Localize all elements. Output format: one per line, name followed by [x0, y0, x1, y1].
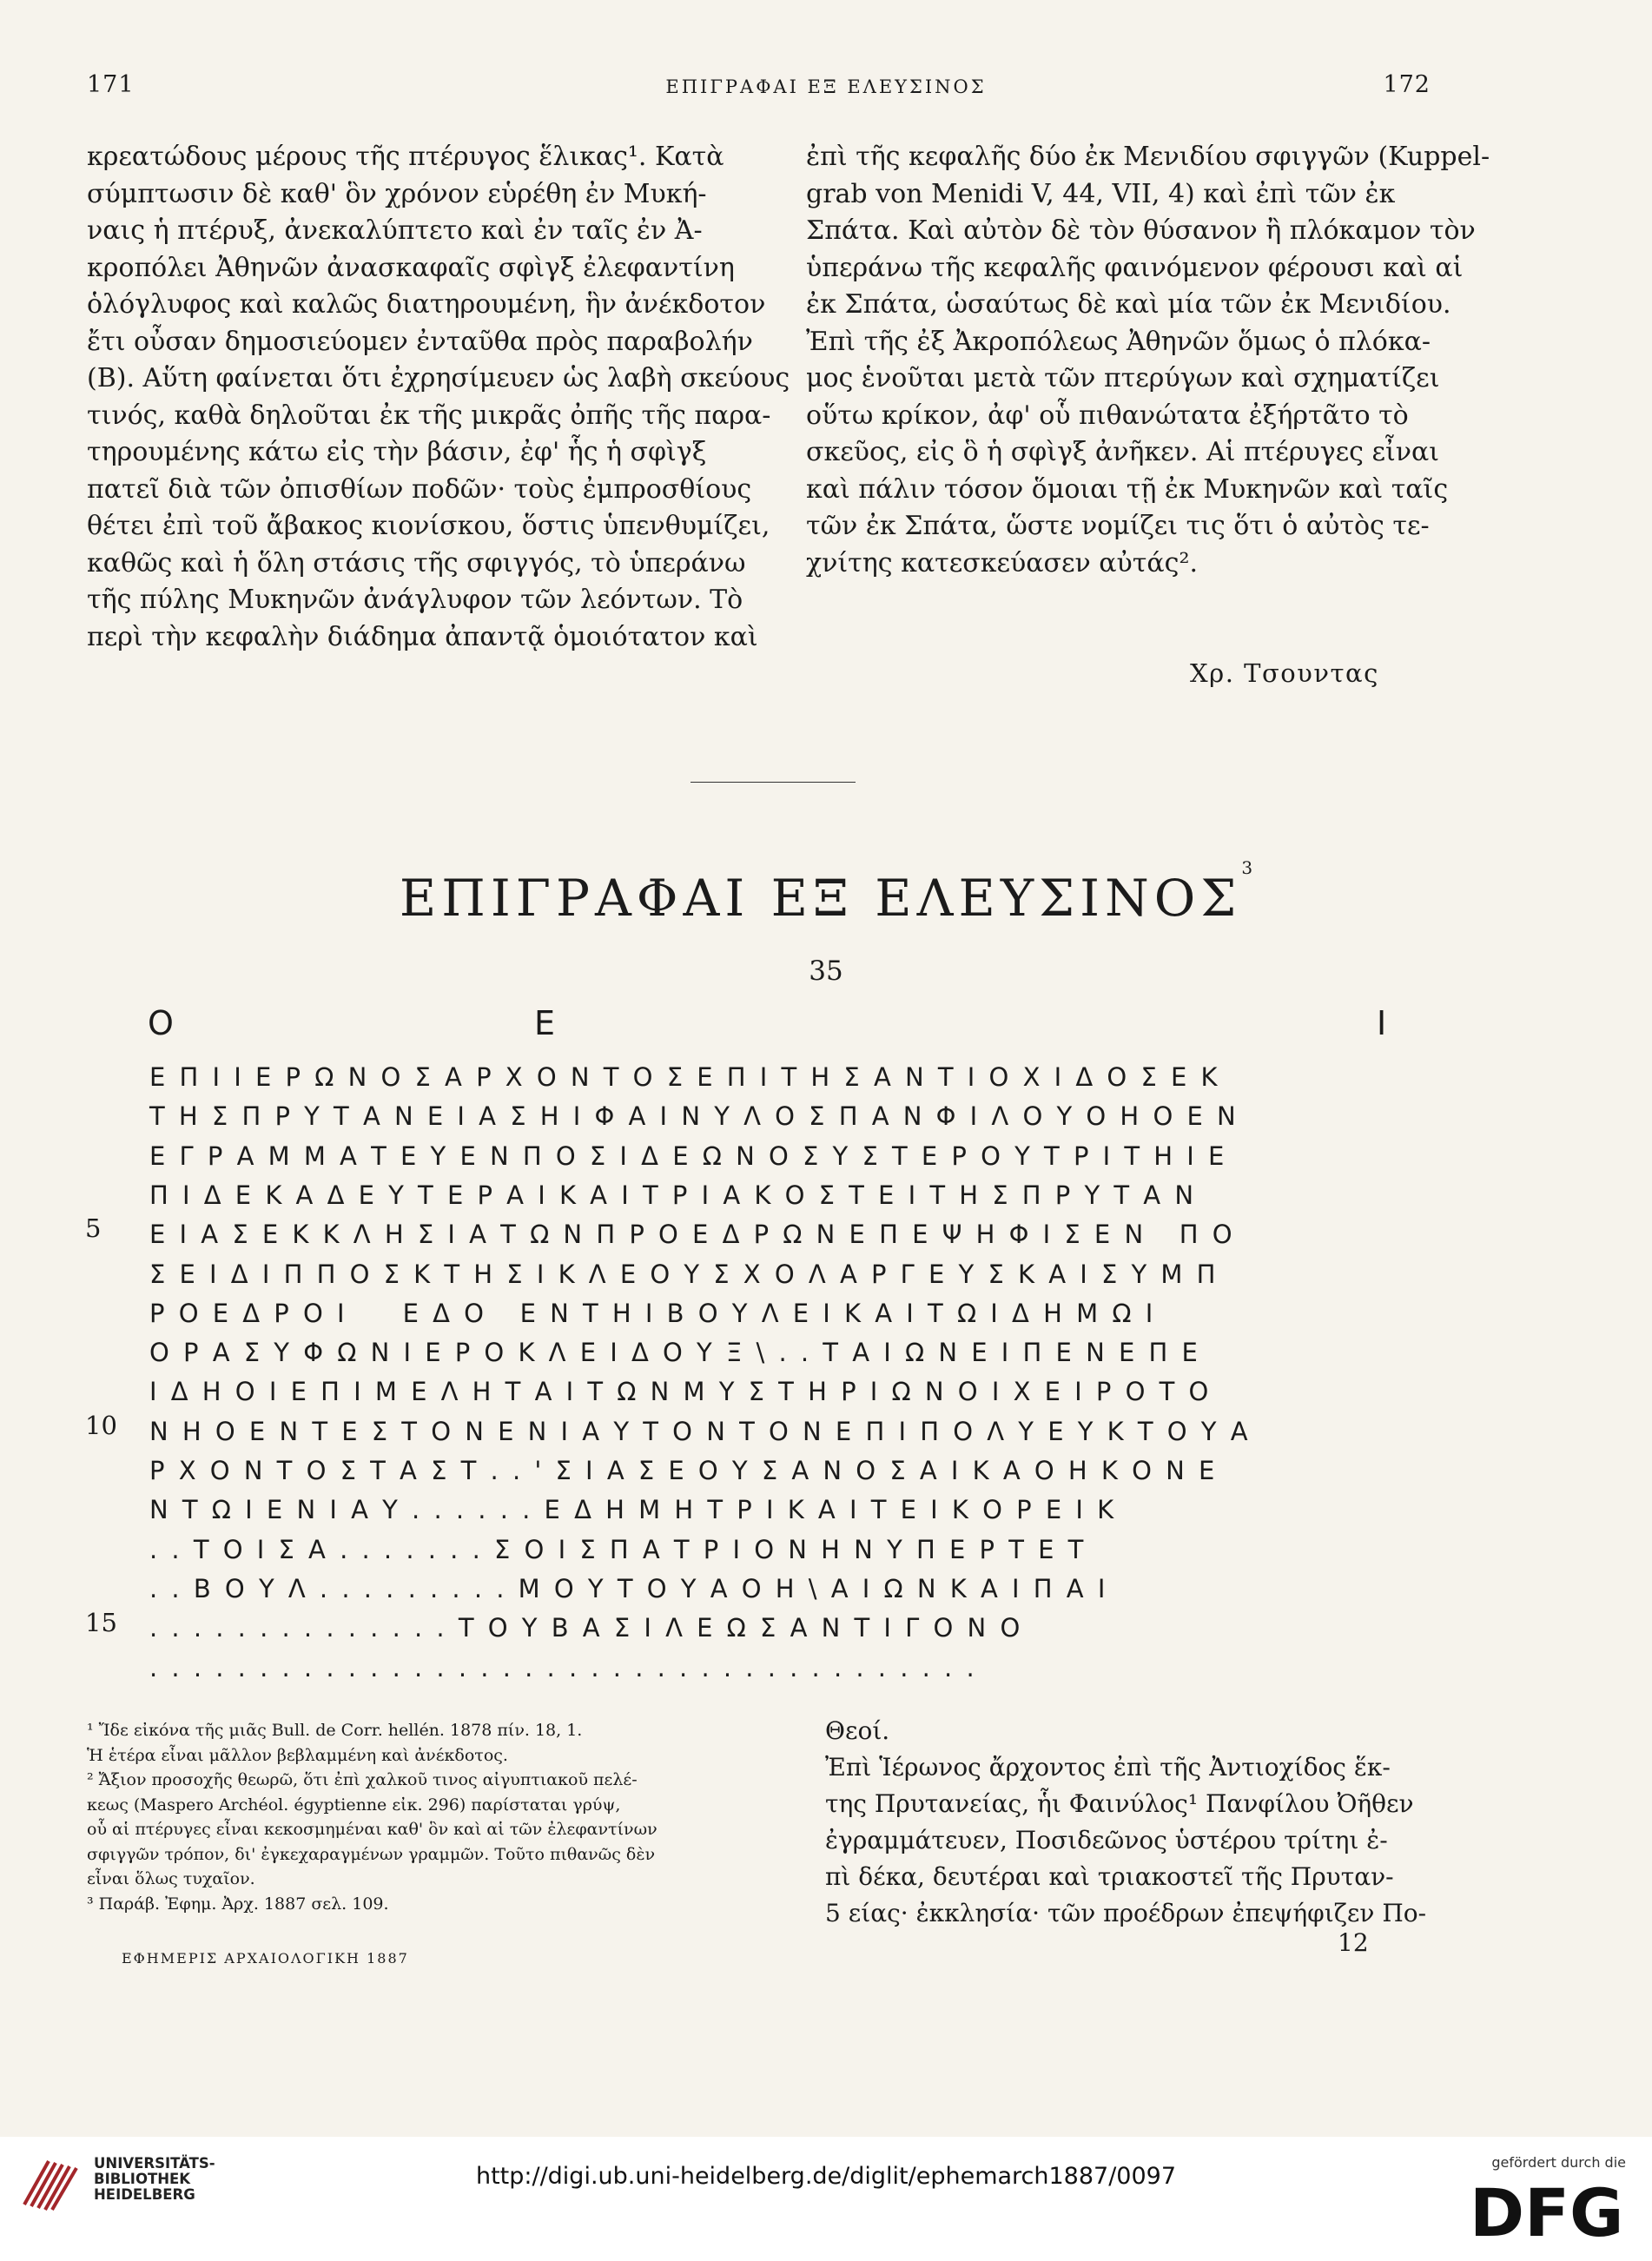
text-line: οὕτω κρίκον, ἀφ' οὗ πιθανώτατα ἐξήρτᾶτο τὸ — [806, 400, 1409, 431]
text-line: τηρουμένης κάτω εἰς τὴν βάσιν, ἐφ' ἧς ἡ σφὶγξ — [87, 437, 707, 467]
viewer-footer — [0, 2137, 1652, 2261]
transcription-line: Ἐπὶ Ἱέρωνος ἄρχοντος ἐπὶ τῆς Ἀντιοχίδος ἕκ- — [825, 1753, 1391, 1782]
text-line: κρεατώδους μέρους τῆς πτέρυγος ἕλικας¹. Κατὰ — [87, 142, 724, 172]
footnote-line: ¹ Ἴδε εἰκόνα τῆς μιᾶς Bull. de Corr. hellén. 1878 πίν. 18, 1. — [87, 1721, 583, 1740]
top-letter: Ι — [1377, 1004, 1387, 1042]
library-name-line: BIBLIOTHEK — [94, 2171, 191, 2187]
inscription-line: ...................................... — [149, 1652, 988, 1683]
inscription-line: ΝΗΟΕΝΤΕΣΤΟΝΕΝΙΑΥΤΟΝΤΟΝΕΠΙΠΟΛΥΕΥΚΤΟΥΑ — [149, 1416, 1262, 1446]
inscription-line: ΡΧΟΝΤΟΣΤΑΣΤ..'ΣΙΑΣΕΟΥΣΑΝΟΣΑΙΚΑΟΗΚΟΝΕ — [149, 1456, 1229, 1485]
text-line: τινός, καθὰ δηλοῦται ἐκ τῆς μικρᾶς ὀπῆς τῆς παρα- — [87, 400, 771, 431]
transcription-line: 5 είας· ἐκκλησία· τῶν προέδρων ἐπεψήφιζεν Πο- — [825, 1899, 1427, 1927]
text-line: τῆς πύλης Μυκηνῶν ἀνάγλυφον τῶν λεόντων. Τὸ — [87, 585, 743, 615]
text-line: (Β). Αὕτη φαίνεται ὅτι ἐχρησίμευεν ὡς λαβὴ σκεύους — [87, 363, 790, 393]
footnote-line: εἶναι ὅλως τυχαῖον. — [87, 1869, 255, 1888]
footnote-line: ³ Παράβ. Ἐφημ. Ἀρχ. 1887 σελ. 109. — [87, 1894, 389, 1914]
dfg-logo-text: DFG — [1470, 2174, 1624, 2245]
inscription-line: ΤΗΣΠΡΥΤΑΝΕΙΑΣΗΙΦΑΙΝΥΛΟΣΠΑΝΦΙΛΟΥΟΗΟΕΝ — [149, 1101, 1250, 1132]
section-title — [0, 856, 1652, 928]
text-line: ναις ἡ πτέρυξ, ἀνεκαλύπτετο καὶ ἐν ταῖς ἐν Ἀ- — [87, 215, 703, 246]
text-line: κροπόλει Ἀθηνῶν ἀνασκαφαῖς σφὶγξ ἐλεφαντίνη — [87, 252, 735, 283]
transcription-line: της Πρυτανείας, ἧι Φαινύλος¹ Πανφίλου Ὀῆθεν — [825, 1789, 1414, 1818]
inscription-line: ΕΙΑΣΕΚΚΛΗΣΙΑΤΩΝΠΡΟΕΔΡΩΝΕΠΕΨΗΦΙΣΕΝ ΠΟ — [149, 1220, 1246, 1250]
inscription-number: 35 — [809, 955, 843, 987]
transcription — [825, 1713, 1426, 1932]
text-line: ὑπεράνω τῆς κεφαλῆς φαινόμενον φέρουσι καὶ αἱ — [806, 252, 1464, 283]
footnotes — [87, 1718, 657, 1916]
inscription-line: ΕΠΙΙΕΡΩΝΟΣΑΡΧΟΝΤΟΣΕΠΙΤΗΣΑΝΤΙΟΧΙΔΟΣΕΚ — [149, 1062, 1232, 1092]
text-line: χνίτης κατεσκεύασεν αὐτάς². — [806, 547, 1199, 578]
text-line: ὁλόγλυφος καὶ καλῶς διατηρουμένη, ἣν ἀνέκδοτον — [87, 289, 766, 320]
library-name-line: UNIVERSITÄTS- — [94, 2155, 215, 2172]
transcription-line: ἐγραμμάτευεν, Ποσιδεῶνος ὑστέρου τρίτηι ἐ- — [825, 1826, 1388, 1854]
inscription-line: ΣΕΙΔΙΠΠΟΣΚΤΗΣΙΚΛΕΟΥΣΧΟΛΑΡΓΕΥΣΚΑΙΣΥΜΠ — [149, 1259, 1230, 1289]
footnote-line: ² Ἄξιον προσοχῆς θεωρῶ, ὅτι ἐπὶ χαλκοῦ τινος αἰγυπτιακοῦ πελέ- — [87, 1770, 638, 1789]
left-page-number: 171 — [87, 71, 135, 98]
transcription-line: πὶ δέκα, δευτέραι καὶ τριακοστεῖ τῆς Πρυταν- — [825, 1862, 1394, 1891]
text-line: καθῶς καὶ ἡ ὅλη στάσις τῆς σφιγγός, τὸ ὑπεράνω — [87, 547, 746, 578]
signature-mark: 12 — [1338, 1928, 1369, 1957]
section-divider — [691, 782, 856, 783]
text-line: μος ἑνοῦται μετὰ τῶν πτερύγων καὶ σχηματίζει — [806, 363, 1440, 393]
inscription-line: ΙΔΗΟΙΕΠΙΜΕΛΗΤΑΙΤΩΝΜΥΣΤΗΡΙΩΝΟΙΧΕΙΡΟΤΟ — [149, 1377, 1223, 1407]
text-line: καὶ πάλιν τόσον ὅμοιαι τῇ ἐκ Μυκηνῶν καὶ ταῖς — [806, 473, 1449, 505]
author-signature: Χρ. Τσουντας — [1190, 658, 1379, 688]
line-number: 10 — [85, 1411, 117, 1440]
running-title: ΕΠΙΓΡΑΦΑΙ ΕΞ ΕΛΕΥΣΙΝΟΣ — [665, 76, 987, 97]
section-title-text: ΕΠΙΓΡΑΦΑΙ ΕΞ ΕΛΕΥΣΙΝΟΣ — [399, 869, 1242, 928]
footnote-line: οὗ αἱ πτέρυγες εἶναι κεκοσμημέναι καθ' ὃν καὶ αἱ τῶν ἐλεφαντίνων — [87, 1820, 657, 1839]
text-line: ἐκ Σπάτα, ὡσαύτως δὲ καὶ μία τῶν ἐκ Μενιδίου. — [806, 289, 1451, 320]
right-column — [806, 139, 1490, 582]
journal-footer: ΕΦΗΜΕΡΙΣ ΑΡΧΑΙΟΛΟΓΙΚΗ 1887 — [122, 1950, 409, 1967]
text-line: τῶν ἐκ Σπάτα, ὥστε νομίζει τις ὅτι ὁ αὐτὸς τε- — [806, 511, 1430, 541]
text-line: Ἐπὶ τῆς ἐξ Ἀκροπόλεως Ἀθηνῶν ὅμως ὁ πλόκα- — [806, 326, 1431, 357]
right-page-number: 172 — [1383, 71, 1431, 98]
funding-label: gefördert durch die — [1491, 2154, 1626, 2171]
top-letter: Ο — [148, 1004, 174, 1042]
source-url-link[interactable]: http://digi.ub.uni-heidelberg.de/diglit/ephemarch1887/0097 — [475, 2163, 1177, 2190]
inscription-line: ΠΙΔΕΚΑΔΕΥΤΕΡΑΙΚΑΙΤΡΙΑΚΟΣΤΕΙΤΗΣΠΡΥΤΑΝ — [149, 1180, 1208, 1210]
text-line: grab von Menidi V, 44, VII, 4) καὶ ἐπὶ τῶν ἐκ — [806, 178, 1396, 209]
line-number: 15 — [85, 1608, 117, 1637]
line-number: 5 — [85, 1213, 102, 1243]
text-line: σκεῦος, εἰς ὃ ἡ σφὶγξ ἀνῆκεν. Αἱ πτέρυγες εἶναι — [806, 437, 1440, 467]
footnote-line: Ἡ ἑτέρα εἶναι μᾶλλον βεβλαμμένη καὶ ἀνέκδοτος. — [87, 1745, 508, 1765]
top-letter: Ε — [534, 1004, 556, 1042]
inscription-line: ..ΤΟΙΣΑ.......ΣΟΙΣΠΑΤΡΙΟΝΗΝΥΠΕΡΤΕΤ — [149, 1534, 1098, 1564]
left-column — [87, 139, 790, 656]
library-name-line: HEIDELBERG — [94, 2186, 195, 2203]
inscription-line: ΟΡΑΣΥΦΩΝΙΕΡΟΚΛΕΙΔΟΥΞ\..ΤΑΙΩΝΕΙΠΕΝΕΠΕ — [149, 1338, 1213, 1368]
inscription-line: ΡΟΕΔΡΟΙ ΕΔΟ ΕΝΤΗΙΒΟΥΛΕΙΚΑΙΤΩΙΔΗΜΩΙ — [149, 1298, 1167, 1328]
text-line: ἐπὶ τῆς κεφαλῆς δύο ἐκ Μενιδίου σφιγγῶν (Kuppel- — [806, 142, 1490, 172]
text-line: σύμπτωσιν δὲ καθ' ὃν χρόνον εὑρέθη ἐν Μυκή- — [87, 178, 707, 209]
text-line: πατεῖ διὰ τῶν ὀπισθίων ποδῶν· τοὺς ἐμπροσθίους — [87, 473, 752, 505]
text-line: ἔτι οὖσαν δημοσιεύομεν ἐνταῦθα πρὸς παραβολήν — [87, 326, 753, 357]
inscription-line: ΕΓΡΑΜΜΑΤΕΥΕΝΠΟΣΙΔΕΩΝΟΣΥΣΤΕΡΟΥΤΡΙΤΗΙΕ — [149, 1140, 1239, 1171]
footnote-line: σφιγγῶν τρόπον, δι' ἐγκεχαραγμένων γραμμῶν. Τοῦτο πιθανῶς δὲν — [87, 1844, 656, 1864]
inscription-line: ..............ΤΟΥΒΑΣΙΛΕΩΣΑΝΤΙΓΟΝΟ — [149, 1613, 1034, 1643]
inscription-line: ..ΒΟΥΛ.........ΜΟΥΤΟΥΑΟΗ\ΑΙΩΝΚΑΙΠΑΙ — [149, 1573, 1120, 1603]
transcription-line: Θεοί. — [825, 1716, 890, 1745]
text-line: Σπάτα. Καὶ αὐτὸν δὲ τὸν θύσανον ἢ πλόκαμον τὸν — [806, 215, 1476, 246]
text-line: θέτει ἐπὶ τοῦ ἄβακος κιονίσκου, ὅστις ὑπενθυμίζει, — [87, 511, 770, 541]
footnote-line: κεως (Maspero Archéol. égyptienne εἰκ. 296) παρίσταται γρύψ, — [87, 1795, 621, 1815]
inscription-line: ΝΤΩΙΕΝΙΑΥ......ΕΔΗΜΗΤΡΙΚΑΙΤΕΙΚΟΡΕΙΚ — [149, 1495, 1128, 1525]
text-line: περὶ τὴν κεφαλὴν διάδημα ἀπαντᾷ ὁμοιότατον καὶ — [87, 621, 758, 652]
title-footnote-mark: 3 — [1241, 856, 1253, 878]
dfg-logo-icon — [1470, 2172, 1626, 2245]
